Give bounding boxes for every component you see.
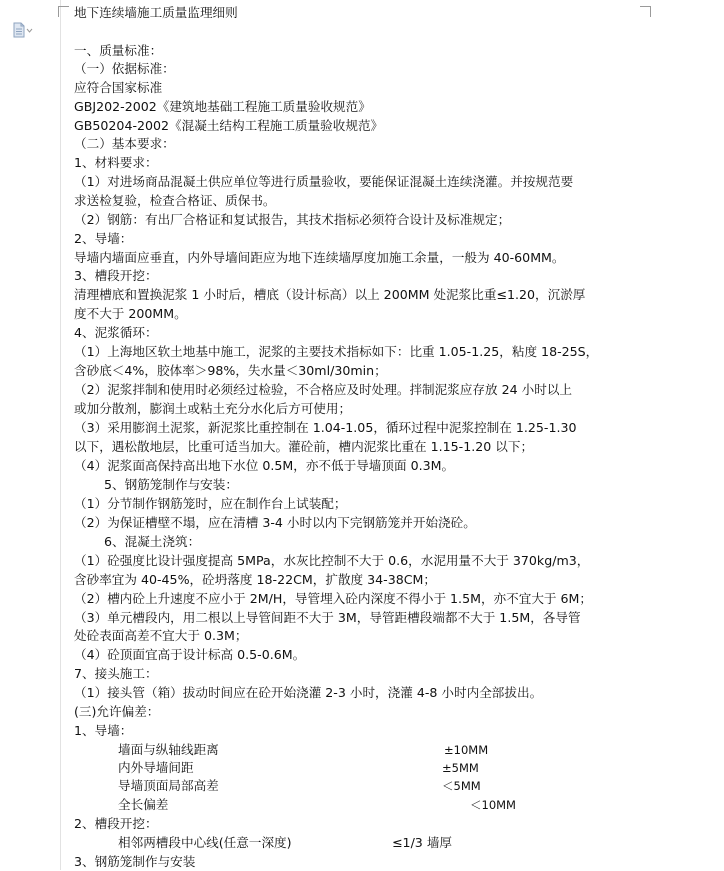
paragraph-line: 清理槽底和置换泥浆 1 小时后，槽底（设计标高）以上 200MM 处泥浆比重≤1.20，沉淤厚 (74, 287, 586, 302)
paragraph-line: （4）砼顶面宜高于设计标高 0.5-0.6M。 (74, 647, 306, 662)
paragraph-line: （3）单元槽段内，用二根以上导管间距不大于 3M，导管距槽段端都不大于 1.5M，各导管 (74, 610, 581, 625)
paragraph-line: （1）上海地区软土地基中施工，泥浆的主要技术指标如下：比重 1.05-1.25，粘度 18-25S， (74, 344, 599, 359)
item-heading: 6、混凝土浇筑： (104, 534, 201, 549)
paragraph-line: （1）接头管（箱）拔动时间应在砼开始浇灌 2-3 小时，浇灌 4-8 小时内全部拔出。 (74, 685, 543, 700)
tolerance-value: ≤1/3 墙厚 (392, 835, 453, 850)
paragraph-line: （1）对进场商品混凝土供应单位等进行质量验收，要能保证混凝土连续浇灌。并按规范要 (74, 174, 574, 189)
item-heading: 3、钢筋笼制作与安装 (74, 854, 196, 869)
paragraph-line: （2）槽内砼上升速度不应小于 2M/H，导管埋入砼内深度不得小于 1.5M，亦不宜大于 6M； (74, 591, 592, 606)
doc-title: 地下连续墙施工质量监理细则 (74, 5, 238, 20)
tolerance-value: ＜10MM (470, 798, 516, 812)
subsection-heading: （二）基本要求： (74, 136, 175, 151)
paragraph-line: 含砂率宜为 40-45%，砼坍落度 18-22CM，扩散度 34-38CM； (74, 572, 436, 587)
paragraph-line: 应符合国家标准 (74, 80, 163, 95)
paragraph-line: 处砼表面高差不宜大于 0.3M； (74, 628, 248, 643)
paragraph-line: 求送检复验，检查合格证、质保书。 (74, 193, 276, 208)
paragraph-line: （2）为保证槽壁不塌，应在清槽 3-4 小时以内下完钢筋笼并开始浇砼。 (74, 515, 476, 530)
item-heading: 4、泥浆循环： (74, 325, 158, 340)
paragraph-line: （1）砼强度比设计强度提高 5MPa，水灰比控制不大于 0.6，水泥用量不大于 370kg/m3， (74, 553, 590, 568)
item-heading: 1、导墙： (74, 723, 133, 738)
paragraph-line: （3）采用膨润土泥浆，新泥浆比重控制在 1.04-1.05，循环过程中泥浆控制在 1.25-1.30 (74, 420, 577, 435)
standard-reference: GB50204-2002《混凝土结构工程施工质量验收规范》 (74, 118, 384, 133)
page-corner-mark (640, 6, 651, 17)
left-margin (0, 0, 61, 870)
item-heading: 1、材料要求： (74, 155, 158, 170)
tolerance-item: 墙面与纵轴线距离 (118, 742, 219, 757)
item-heading: 3、槽段开挖： (74, 268, 158, 283)
paragraph-line: （4）泥浆面高保持高出地下水位 0.5M，亦不低于导墙顶面 0.3M。 (74, 458, 455, 473)
item-heading: 2、导墙： (74, 231, 133, 246)
paragraph-line: （1）分节制作钢筋笼时，应在制作台上试装配； (74, 496, 347, 511)
subsection-heading: (三)允许偏差： (74, 704, 160, 719)
paragraph-line: 含砂底＜4%，胶体率＞98%，失水量＜30ml/30min； (74, 363, 387, 378)
section-heading: 一、质量标准： (74, 43, 163, 58)
tolerance-value: ±10MM (444, 743, 489, 757)
tolerance-item: 内外导墙间距 (118, 760, 194, 775)
item-heading: 7、接头施工： (74, 666, 158, 681)
item-heading: 2、槽段开挖： (74, 816, 158, 831)
page-corner-mark (58, 6, 69, 17)
paragraph-line: （2）钢筋：有出厂合格证和复试报告，其技术指标必须符合设计及标准规定； (74, 212, 511, 227)
tolerance-value: ±5MM (442, 761, 479, 775)
item-heading: 5、钢筋笼制作与安装： (104, 477, 238, 492)
subsection-heading: （一）依据标准： (74, 61, 175, 76)
paragraph-line: 以下，遇松散地层，比重可适当加大。灌砼前，槽内泥浆比重在 1.15-1.20 以下； (74, 439, 534, 454)
paragraph-line: 导墙内墙面应垂直，内外导墙间距应为地下连续墙厚度加施工余量，一般为 40-60MM。 (74, 250, 565, 265)
paragraph-line: 度不大于 200MM。 (74, 306, 187, 321)
tolerance-value: ＜5MM (442, 779, 481, 793)
document-icon[interactable] (12, 22, 34, 38)
tolerance-item: 导墙顶面局部高差 (118, 778, 219, 793)
paragraph-line: （2）泥浆拌制和使用时必须经过检验，不合格应及时处理。拌制泥浆应存放 24 小时以上 (74, 382, 573, 397)
tolerance-item: 全长偏差 (118, 797, 169, 812)
standard-reference: GBJ202-2002《建筑地基础工程施工质量验收规范》 (74, 99, 371, 114)
paragraph-line: 或加分散剂，膨润土或粘土充分水化后方可使用； (74, 401, 352, 416)
tolerance-item: 相邻两槽段中心线(任意一深度) (118, 835, 292, 850)
